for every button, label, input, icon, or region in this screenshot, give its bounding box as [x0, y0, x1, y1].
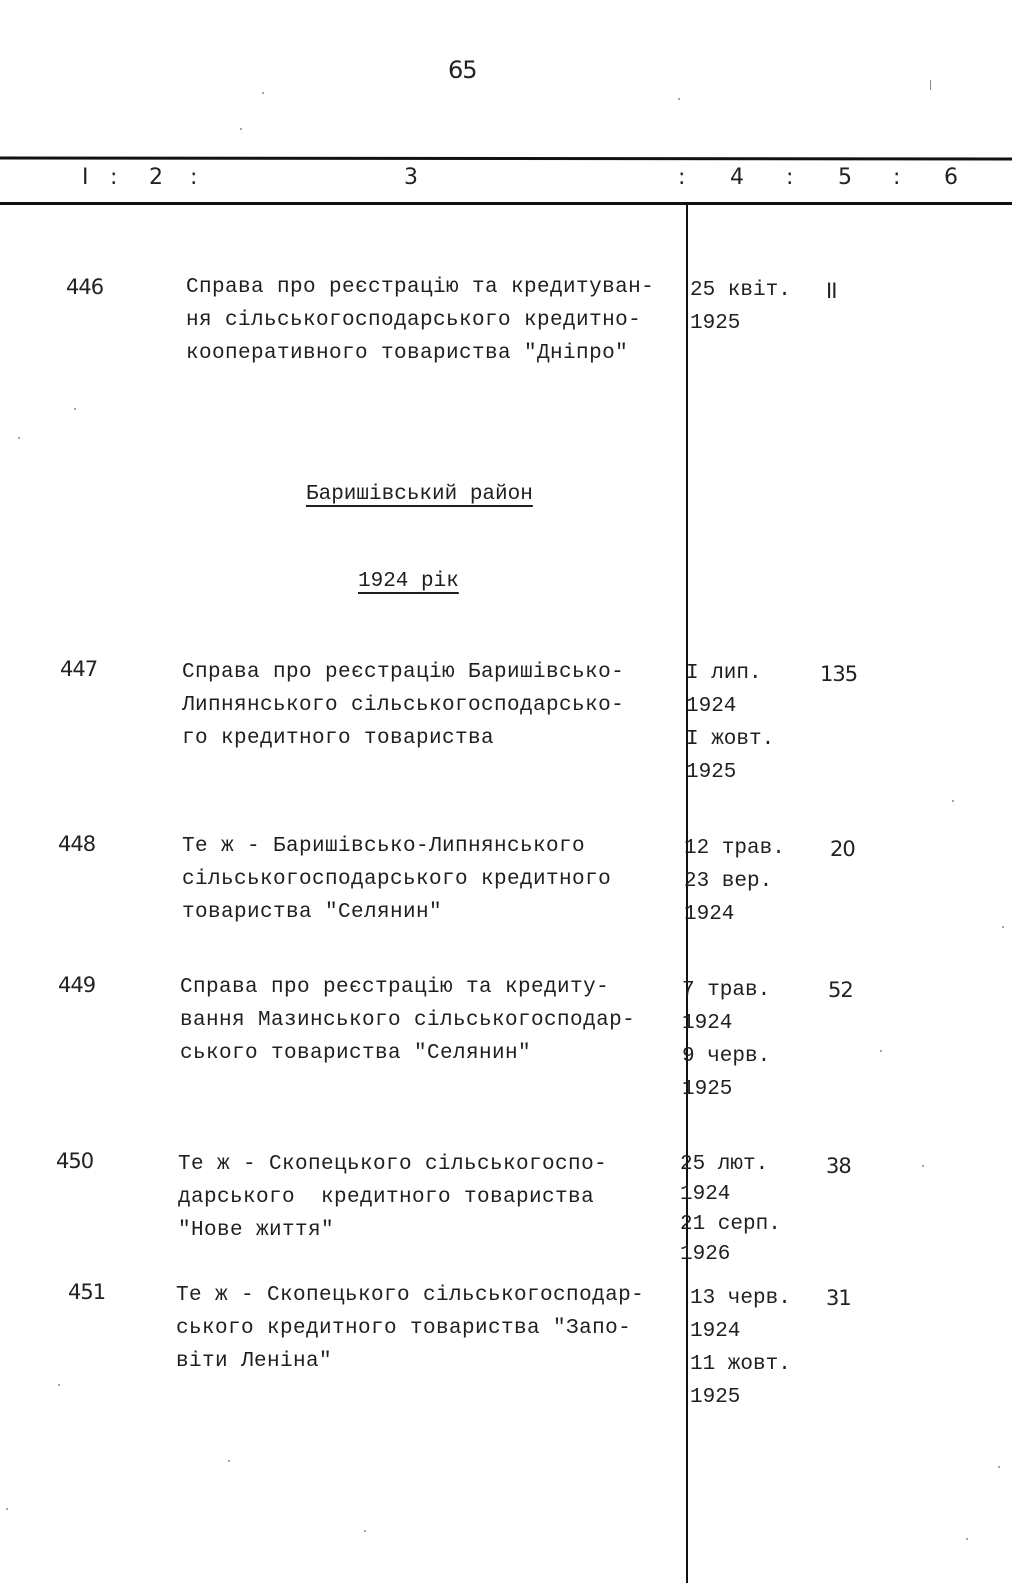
column-separator: :	[678, 165, 686, 190]
scan-speck	[228, 1460, 230, 1462]
entry-dates: 7 трав. 1924 9 черв. 1925	[682, 979, 771, 1101]
entry-number: 451	[68, 1280, 106, 1304]
column-separator: :	[893, 165, 901, 190]
scan-speck	[952, 800, 954, 802]
column-header-3: 3	[404, 165, 418, 190]
scan-speck	[998, 1466, 1000, 1468]
entry-sheet-count: 135	[820, 662, 858, 686]
scan-speck	[1002, 926, 1004, 928]
scan-speck	[880, 1050, 882, 1052]
table-header-bottom-rule	[0, 202, 1012, 205]
column-header-2: 2	[149, 165, 163, 190]
entry-dates: 13 черв. 1924 11 жовт. 1925	[690, 1287, 791, 1409]
section-heading-district: Баришівський район	[306, 483, 533, 506]
column-header-4: 4	[730, 165, 744, 190]
scan-speck	[58, 1384, 60, 1386]
column-separator: :	[110, 165, 118, 190]
entry-description: Справа про реєстрацію та кредиту- вання Мазинського сільськогосподар- ського товариства "Селянин"	[180, 976, 636, 1065]
scan-speck	[922, 1165, 924, 1167]
entry-description: Те ж - Скопецького сільськогосподар- ського кредитного товариства "Запо- віти Леніна"	[176, 1284, 645, 1373]
entry-dates: 25 квіт. 1925	[690, 279, 791, 335]
scan-speck	[6, 1508, 8, 1510]
entry-number: 448	[58, 832, 96, 856]
scan-speck	[966, 1538, 968, 1540]
entry-number: 449	[58, 973, 96, 997]
column-header-1: I	[82, 165, 89, 190]
entry-sheet-count: 52	[828, 978, 853, 1002]
table-header-top-rule	[0, 157, 1012, 161]
entry-dates: 12 трав. 23 вер. 1924	[684, 837, 785, 926]
entry-number: 450	[56, 1149, 94, 1173]
column-header-5: 5	[838, 165, 852, 190]
entry-description: Те ж - Скопецького сільськогоспо- дарського кредитного товариства "Нове життя"	[178, 1153, 608, 1242]
scan-speck	[74, 408, 76, 410]
scan-speck	[262, 92, 264, 94]
section-heading-year: 1924 рік	[358, 570, 459, 593]
entry-sheet-count: 38	[826, 1154, 851, 1178]
entry-sheet-count: 31	[826, 1286, 851, 1310]
column-separator: :	[190, 165, 198, 190]
page-number: 65	[448, 56, 477, 84]
scan-speck	[240, 128, 242, 130]
entry-number: 447	[60, 657, 98, 681]
scan-speck	[18, 437, 20, 439]
entry-description: Справа про реєстрацію та кредитуван- ня сільськогосподарського кредитно- кооперативного товариства "Дніпро"	[186, 276, 655, 365]
column-header-6: 6	[944, 165, 958, 190]
entry-description: Справа про реєстрацію Баришівсько- Липнянського сільськогосподарсько- го кредитного товариства	[182, 661, 625, 750]
entry-sheet-count: II	[826, 279, 837, 303]
scan-speck	[930, 80, 931, 90]
scan-speck	[364, 1530, 366, 1532]
entry-sheet-count: 20	[830, 837, 855, 861]
entry-dates: 25 лют. 1924 21 серп. 1926	[680, 1153, 781, 1266]
entry-number: 446	[66, 275, 104, 299]
column-separator: :	[786, 165, 794, 190]
entry-description: Те ж - Баришівсько-Липнянського сільськогосподарського кредитного товариства "Селянин"	[182, 835, 612, 924]
table-header-row	[0, 165, 1024, 195]
entry-dates: І лип. 1924 І жовт. 1925	[686, 662, 775, 784]
scan-speck	[678, 98, 680, 100]
